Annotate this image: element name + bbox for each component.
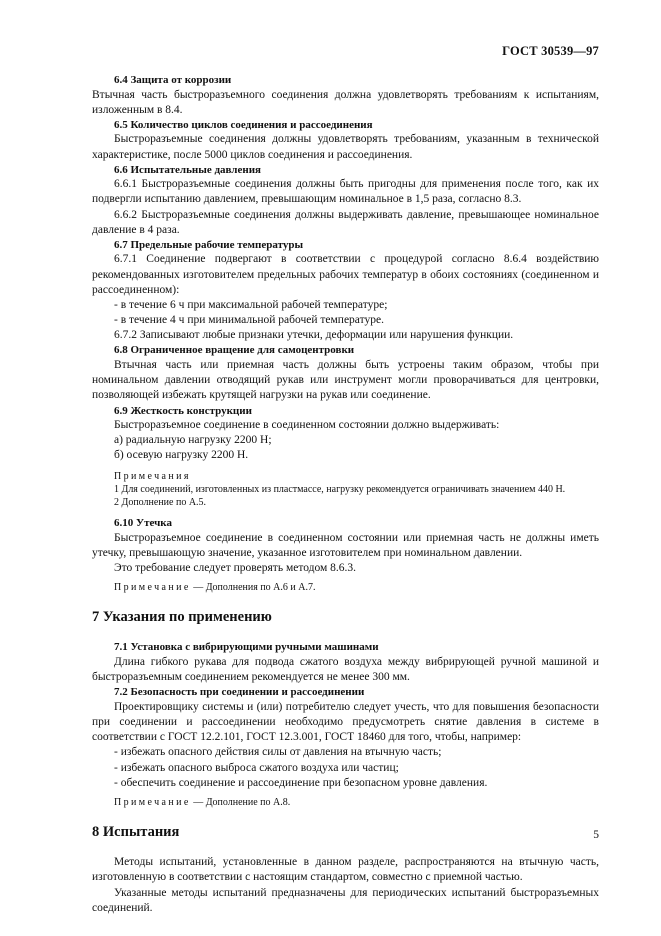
section-8-heading: 8 Испытания bbox=[92, 824, 180, 841]
section-6-5-text: Быстроразъемные соединения должны удовлетворять требованиям, указанным в технической характеристике, после 5000 циклов соединения и рассоединения. bbox=[92, 133, 599, 161]
section-7-2-heading: 7.2 Безопасность при соединении и рассоединении bbox=[114, 686, 365, 699]
section-7-2-list-item: - обеспечить соединение и рассоединение при безопасном уровне давления. bbox=[114, 776, 488, 789]
section-6-10-text-2: Это требование следует проверять методом 8.6.3. bbox=[114, 561, 357, 574]
section-8-text-2: Указанные методы испытаний предназначены для периодических испытаний быстроразъемных соединений. bbox=[92, 886, 599, 914]
note-label: Примечание bbox=[114, 796, 191, 808]
note-text: — Дополнение по А.8. bbox=[190, 796, 291, 808]
section-6-5-heading: 6.5 Количество циклов соединения и рассоединения bbox=[114, 118, 373, 131]
note-label: Примечание bbox=[114, 582, 191, 594]
page-content bbox=[92, 73, 599, 916]
section-7-2-list-item: - избежать опасного выброса сжатого воздуха или частиц; bbox=[114, 761, 399, 774]
section-7-2-list-item: - избежать опасного действия силы от давления на втычную часть; bbox=[114, 746, 442, 759]
section-6-10-text: Быстроразъемное соединение в соединенном состоянии или приемная часть не должны иметь утечку, превышающую значение, указанное изготовителем при номинальном давлении. bbox=[92, 531, 599, 559]
section-6-6-1-text: 6.6.1 Быстроразъемные соединения должны быть пригодны для применения после того, как их подвергли испытанию давлением, превышающим номинальное в 1,5 раза, согласно 8.3. bbox=[92, 178, 599, 206]
note-1-text: 1 Для соединений, изготовленных из пластмассе, нагрузку рекомендуется ограничивать значением 440 Н. bbox=[114, 483, 566, 495]
section-7-heading: 7 Указания по применению bbox=[92, 609, 272, 626]
section-6-9-heading: 6.9 Жесткость конструкции bbox=[114, 404, 252, 417]
section-7-1-text: Длина гибкого рукава для подвода сжатого воздуха между вибрирующей ручной машиной и быстроразъемным соединением рекомендуется не менее 300 мм. bbox=[92, 655, 599, 684]
section-6-9-text: Быстроразъемное соединение в соединенном состоянии должно выдерживать: bbox=[114, 419, 500, 432]
section-6-6-heading: 6.6 Испытательные давления bbox=[114, 163, 261, 176]
note-2-text: 2 Дополнение по А.5. bbox=[114, 496, 207, 508]
page-number: 5 bbox=[593, 829, 599, 841]
section-6-7-list-item: - в течение 4 ч при минимальной рабочей температуре. bbox=[114, 314, 384, 327]
section-7-2-text: Проектировщику системы и (или) потребителю следует учесть, что для повышения безопасности при соединении и рассоединении необходимо предусмотреть снятие давления в системе в соответствии с ГОСТ 12.2.101, ГОСТ 12.3.001, ГОСТ 18460 для того, чтобы, например: bbox=[92, 700, 599, 744]
section-7-2-note bbox=[92, 796, 599, 809]
section-6-4-heading: 6.4 Защита от коррозии bbox=[114, 74, 232, 86]
section-8-text-1: Методы испытаний, установленные в данном разделе, распространяются на втычную часть, изготовленную в соответствии с настоящим стандартом, совместно с приемной частью. bbox=[92, 856, 599, 884]
section-6-7-list-item: - в течение 6 ч при максимальной рабочей температуре; bbox=[114, 298, 388, 311]
section-6-10-heading: 6.10 Утечка bbox=[114, 517, 172, 530]
section-6-10-note bbox=[92, 581, 599, 594]
section-6-9-list-item: б) осевую нагрузку 2200 Н. bbox=[114, 449, 249, 462]
section-6-8-text: Втычная часть или приемная часть должны быть устроены таким образом, чтобы при номинальном давлении отводящий рукав или инструмент могли проворачиваться для центровки, позволяющей избежать крутящей нагрузки на рукав или соединение. bbox=[92, 358, 599, 402]
section-6-6-2-text: 6.6.2 Быстроразъемные соединения должны выдерживать давление, превышающее номинальное давление в 4 раза. bbox=[92, 208, 599, 236]
section-6-9-list-item: а) радиальную нагрузку 2200 Н; bbox=[114, 434, 272, 447]
document-page bbox=[92, 0, 599, 936]
standard-code-header: ГОСТ 30539—97 bbox=[502, 44, 599, 58]
section-6-4-text: Втычная часть быстроразъемного соединения должна удовлетворять требованиям к испытаниям, изложенным в 8.4. bbox=[92, 88, 599, 116]
notes-label: Примечания bbox=[114, 470, 191, 482]
note-text: — Дополнения по А.6 и А.7. bbox=[190, 582, 316, 594]
section-6-8-heading: 6.8 Ограниченное вращение для самоцентровки bbox=[114, 344, 355, 357]
section-7-1-heading: 7.1 Установка с вибрирующими ручными машинами bbox=[114, 641, 379, 654]
section-6-7-heading: 6.7 Предельные рабочие температуры bbox=[114, 238, 304, 251]
section-6-7-1-text: 6.7.1 Соединение подвергают в соответствии с процедурой согласно 8.6.4 воздействию рекомендованных изготовителем предельных рабочих температур в обоих состояниях (соединенном и рассоединенном): bbox=[92, 253, 599, 296]
section-6-7-2-text: 6.7.2 Записывают любые признаки утечки, деформации или нарушения функции. bbox=[114, 329, 514, 342]
